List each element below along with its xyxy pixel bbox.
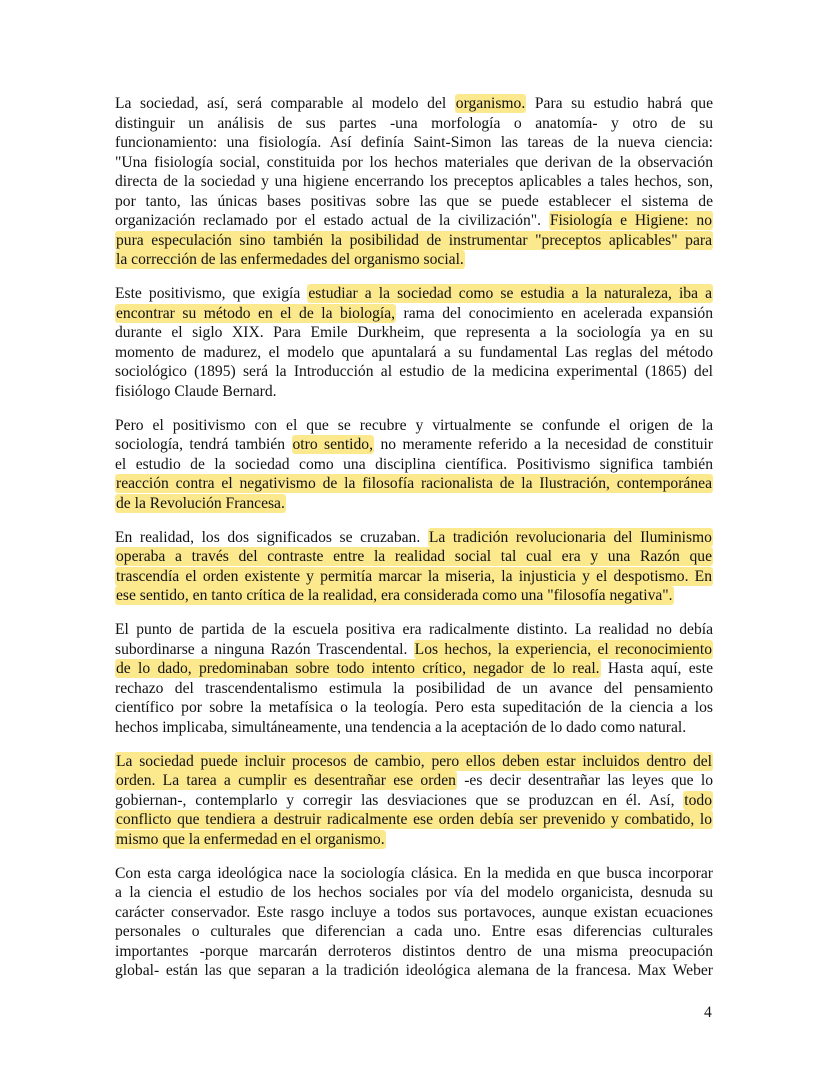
highlighted-text: conflicto que tendiera a destruir radicalmente ese orden debía ser prevenido y combatido, lo [116, 811, 712, 828]
text-segment: no meramente referido a la necesidad de constituir [374, 436, 713, 453]
text-segment: momento de madurez, el modelo que apuntalará a su fundamental Las reglas del método [115, 343, 713, 361]
text-segment: por tanto, las únicas bases positivas sobre las que se puede establecer el sistema de [115, 192, 713, 210]
text-segment: personales o culturales que diferencian a cada uno. Entre esas diferencias culturales [115, 923, 713, 940]
text-segment: organización reclamado por el estado actual de la civilización". [115, 212, 549, 229]
text-segment: global- están las que separan a la tradición ideológica alemana de la francesa. Max Weber [115, 962, 713, 979]
highlighted-text: pura especulación sino también la posibilidad de instrumentar "preceptos aplicables" para [116, 231, 712, 249]
text-segment: rama del conocimiento en acelerada expansión [396, 304, 714, 322]
text-line [115, 250, 713, 270]
text-segment: "Una fisiología social, constituida por los hechos materiales que derivan de la observación [115, 153, 713, 171]
text-segment: En realidad, los dos significados se cruzaban. [115, 528, 428, 546]
text-segment: distinguir un análisis de sus partes -una morfología o anatomía- y otro de su [115, 114, 713, 132]
text-segment: durante el siglo XIX. Para Emile Durkheim, que representa a la sociología ya en su [115, 324, 713, 341]
document-page [115, 94, 713, 995]
highlighted-text: La sociedad puede incluir procesos de cambio, pero ellos deben estar incluidos dentro del [116, 752, 712, 770]
text-line [115, 494, 713, 514]
text-line [115, 547, 713, 567]
text-segment: funcionamiento: una fisiología. Así definía Saint-Simon las tareas de la nueva ciencia: [115, 134, 713, 151]
text-segment: hechos implicaba, simultáneamente, una tendencia a la aceptación de lo dado como natural. [115, 718, 687, 736]
text-line [115, 752, 713, 772]
text-line [115, 211, 713, 231]
text-line [115, 133, 713, 153]
paragraph [115, 416, 713, 514]
highlighted-text: de lo dado, predominaban sobre todo intento crítico, negador de lo real. [116, 660, 600, 677]
text-line [115, 698, 713, 718]
paragraph [115, 528, 713, 606]
text-line [115, 961, 713, 981]
text-line [115, 864, 713, 884]
highlighted-text: Fisiología e Higiene: no [549, 212, 713, 229]
text-line [115, 435, 713, 455]
text-line [115, 903, 713, 923]
text-line [115, 362, 713, 382]
highlighted-text: trascendía el orden existente y permitía marcar la miseria, la injusticia y el despotismo. En [116, 567, 712, 585]
text-line [115, 620, 713, 640]
text-line [115, 567, 713, 587]
highlighted-text: todo [684, 791, 712, 809]
text-segment: sociológico (1895) será la Introducción al estudio de la medicina experimental (1865) del [115, 363, 713, 380]
text-line [115, 343, 713, 363]
text-line [115, 284, 713, 304]
highlighted-text: Los hechos, la experiencia, el reconocimiento [414, 640, 712, 658]
text-line [115, 455, 713, 475]
highlighted-text: la corrección de las enfermedades del organismo social. [116, 251, 464, 268]
highlighted-text: mismo que la enfermedad en el organismo. [116, 830, 385, 848]
highlighted-text: operaba a través del contraste entre la realidad social tal cual era y una Razón que [116, 548, 712, 565]
text-line [115, 323, 713, 343]
text-line [115, 679, 713, 699]
highlighted-text: reacción contra el negativismo de la filosofía racionalista de la Ilustración, contemporánea [116, 475, 712, 492]
text-line [115, 883, 713, 903]
highlighted-text: La tradición revolucionaria del Iluminismo [428, 528, 712, 546]
text-segment: importantes -porque marcarán derroteros distintos dentro de una misma preocupación [115, 942, 713, 960]
paragraph [115, 864, 713, 981]
text-segment: Con esta carga ideológica nace la sociología clásica. En la medida en que busca incorporar [115, 864, 713, 882]
text-segment: subordinarse a ninguna Razón Trascendental. [115, 640, 414, 658]
text-line [115, 192, 713, 212]
text-line [115, 718, 713, 738]
text-segment: La sociedad, así, será comparable al modelo del [115, 95, 455, 112]
text-line [115, 528, 713, 548]
text-segment: carácter conservador. Este rasgo incluye a todos sus portavoces, aunque existan ecuaciones [115, 903, 713, 921]
text-line [115, 231, 713, 251]
text-segment: a la ciencia el estudio de los hechos sociales por vía del modelo organicista, desnuda su [115, 884, 713, 901]
highlighted-text: orden. La tarea a cumplir es desentrañar ese orden [116, 772, 456, 789]
text-line [115, 94, 713, 114]
highlighted-text: estudiar a la sociedad como se estudia a la naturaleza, iba a [308, 285, 712, 302]
text-segment: Hasta aquí, este [600, 660, 713, 677]
text-line [115, 304, 713, 324]
text-segment: el estudio de la sociedad como una disciplina científica. Positivismo significa también [115, 455, 713, 473]
paragraph [115, 94, 713, 270]
text-line [115, 153, 713, 173]
paragraph [115, 620, 713, 737]
text-segment: Pero el positivismo con el que se recubre y virtualmente se confunde el origen de la [115, 416, 713, 434]
text-line [115, 382, 713, 402]
text-line [115, 791, 713, 811]
text-segment: El punto de partida de la escuela positiva era radicalmente distinto. La realidad no debía [115, 621, 713, 638]
text-line [115, 830, 713, 850]
text-segment: -es decir desentrañar las leyes que lo [456, 772, 713, 789]
highlighted-text: encontrar su método en el de la biología, [116, 304, 396, 322]
text-segment: gobiernan-, contemplarlo y corregir las desviaciones que se produzcan en él. Así, [115, 791, 684, 809]
text-line [115, 659, 713, 679]
paragraph [115, 752, 713, 850]
text-line [115, 474, 713, 494]
highlighted-text: organismo. [455, 95, 526, 112]
text-segment: sociología, tendrá también [115, 436, 292, 453]
text-line [115, 416, 713, 436]
text-segment: científico por sobre la metafísica o la teología. Pero esta supeditación de la ciencia a los [115, 699, 713, 716]
text-line [115, 942, 713, 962]
page-number: 4 [704, 1004, 712, 1021]
text-line [115, 114, 713, 134]
text-segment: Para su estudio habrá que [526, 95, 713, 112]
highlighted-text: de la Revolución Francesa. [116, 494, 285, 512]
text-line [115, 586, 713, 606]
text-segment: directa de la sociedad y una higiene encerrando los preceptos aplicables a tales hechos, son, [115, 173, 713, 190]
text-segment: fisiólogo Claude Bernard. [115, 382, 277, 400]
highlighted-text: otro sentido, [292, 436, 374, 453]
text-line [115, 922, 713, 942]
paragraph [115, 284, 713, 401]
text-segment: Este positivismo, que exigía [115, 285, 308, 302]
text-line [115, 640, 713, 660]
text-line [115, 771, 713, 791]
highlighted-text: ese sentido, en tanto crítica de la realidad, era considerada como una "filosofía negativa". [116, 587, 673, 604]
text-line [115, 172, 713, 192]
text-segment: rechazo del trascendentalismo estimula la posibilidad de un avance del pensamiento [115, 679, 713, 697]
text-line [115, 810, 713, 830]
